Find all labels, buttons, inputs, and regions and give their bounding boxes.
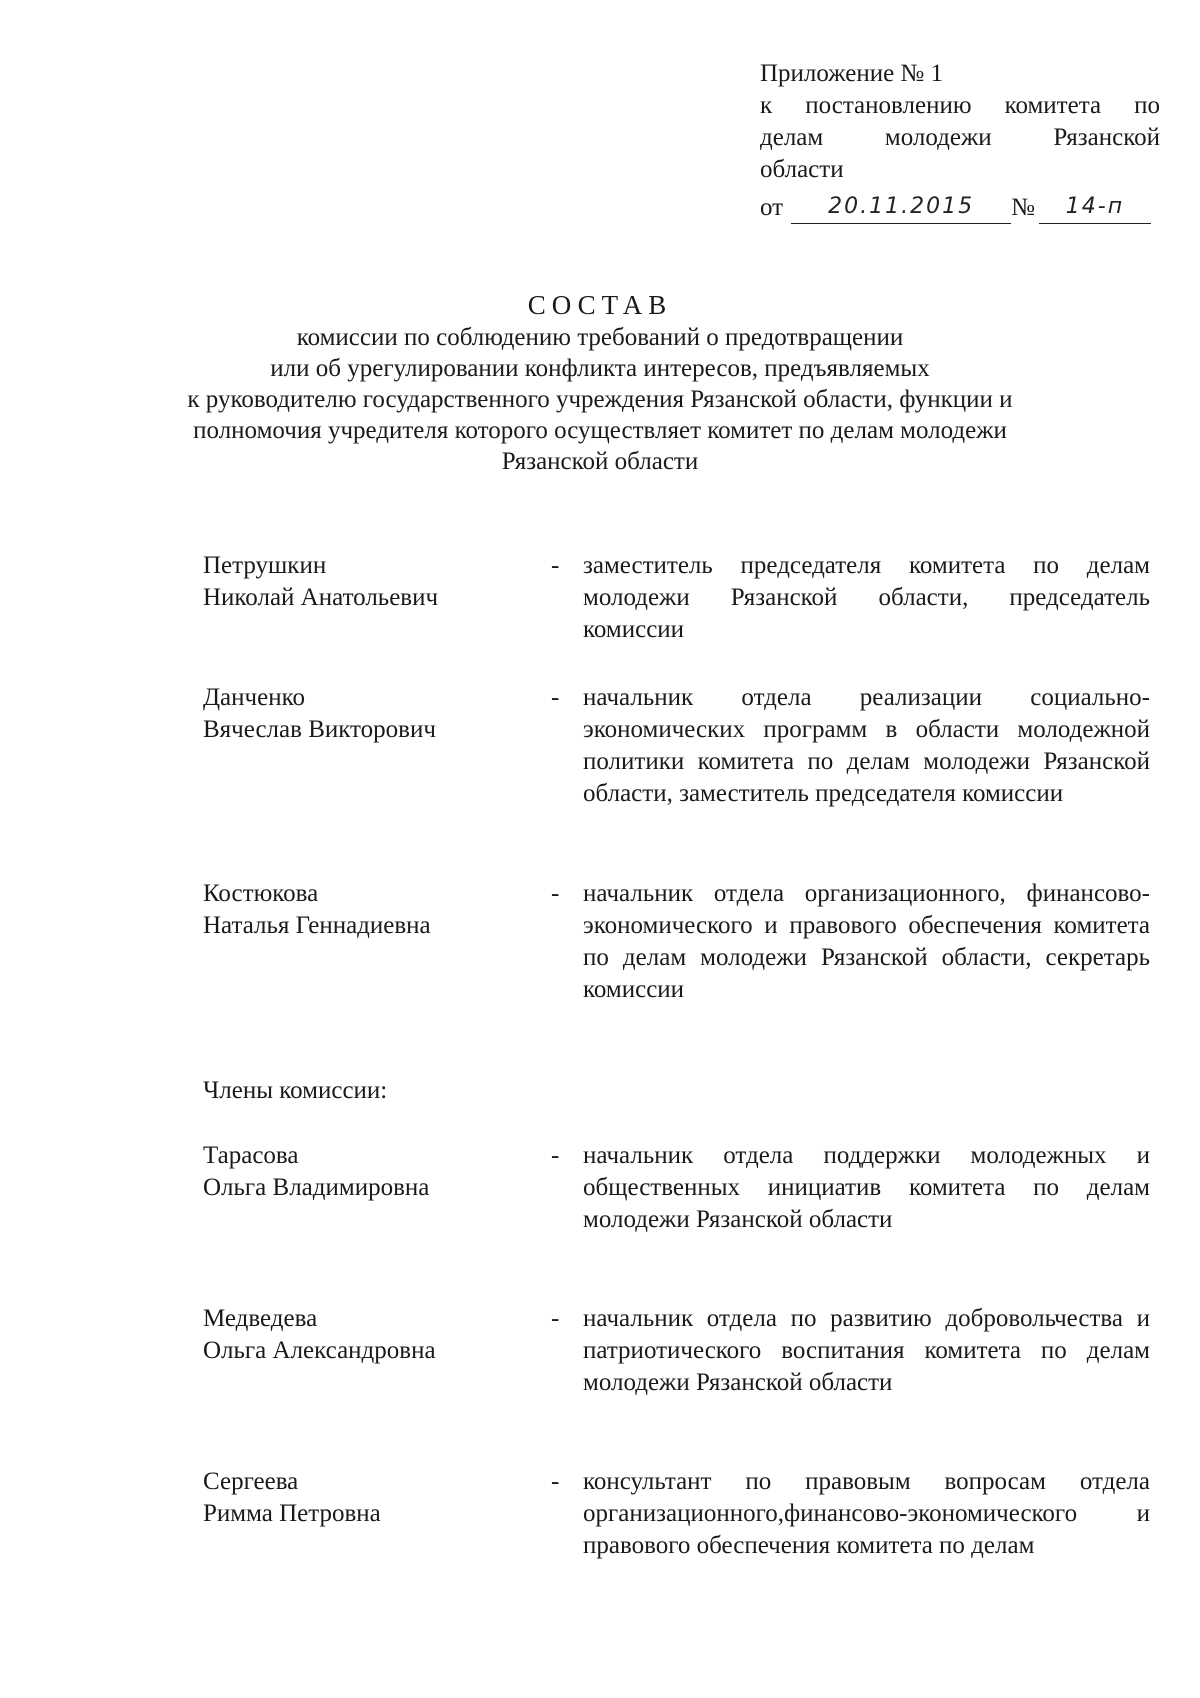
appendix-date-row	[760, 188, 1160, 224]
member-role: заместитель председателя комитета по делам молодежи Рязанской области, председатель комиссии	[583, 552, 1150, 643]
member-given-name: Наталья Геннадиевна	[203, 912, 431, 939]
member-role: начальник отдела организационного, финансово-экономического и правового обеспечения комитета по делам молодежи Рязанской области, секретарь комиссии	[583, 880, 1150, 1003]
member-surname: Тарасова	[203, 1142, 299, 1169]
member-given-name: Римма Петровна	[203, 1500, 381, 1527]
member-dash: -	[551, 684, 560, 711]
member-surname: Медведева	[203, 1305, 318, 1332]
appendix-line-2: к постановлению комитета по	[760, 92, 1160, 119]
heading-line: полномочия учредителя которого осуществляет комитет по делам молодежи	[193, 417, 1007, 444]
heading-line: комиссии по соблюдению требований о предотвращении	[296, 324, 904, 351]
member-dash: -	[551, 552, 560, 579]
member-surname: Костюкова	[203, 880, 319, 907]
date-prefix: от	[760, 194, 784, 221]
member-role: начальник отдела по развитию добровольчества и патриотического воспитания комитета по делам молодежи Рязанской области	[583, 1305, 1150, 1396]
member-dash: -	[551, 1305, 560, 1332]
member-name	[203, 550, 533, 614]
member-dash: -	[551, 1468, 560, 1495]
member-given-name: Ольга Владимировна	[203, 1174, 430, 1201]
number-prefix: №	[1011, 194, 1035, 221]
members-label: Члены комиссии:	[203, 1077, 388, 1104]
member-name	[203, 878, 533, 942]
document-heading	[160, 288, 1040, 477]
member-given-name: Николай Анатольевич	[203, 584, 439, 611]
appendix-title: Приложение № 1	[760, 60, 944, 87]
member-role: начальник отдела поддержки молодежных и общественных инициатив комитета по делам молодежи Рязанской области	[583, 1142, 1150, 1233]
document-title: СОСТАВ	[527, 290, 673, 320]
member-given-name: Ольга Александровна	[203, 1337, 436, 1364]
heading-line: или об урегулировании конфликта интересов, предъявляемых	[270, 355, 930, 382]
member-name	[203, 1303, 533, 1367]
appendix-block	[760, 58, 1160, 224]
member-dash: -	[551, 880, 560, 907]
member-name	[203, 1466, 533, 1530]
member-role: консультант по правовым вопросам отдела организационного,финансово-экономического и правового обеспечения комитета по делам	[583, 1468, 1150, 1559]
member-given-name: Вячеслав Викторович	[203, 716, 436, 743]
member-role: начальник отдела реализации социально-экономических программ в области молодежной политики комитета по делам молодежи Рязанской области, заместитель председателя комиссии	[583, 684, 1150, 807]
appendix-line-3: делам молодежи Рязанской	[760, 124, 1160, 151]
member-surname: Данченко	[203, 684, 305, 711]
heading-line: Рязанской области	[501, 448, 699, 475]
member-surname: Петрушкин	[203, 552, 327, 579]
member-surname: Сергеева	[203, 1468, 299, 1495]
appendix-line-4: области	[760, 156, 844, 183]
handwritten-number: 14-п	[1039, 193, 1151, 224]
member-name	[203, 1140, 533, 1204]
member-name	[203, 682, 533, 746]
handwritten-date: 20.11.2015	[791, 193, 1011, 224]
heading-line: к руководителю государственного учреждения Рязанской области, функции и	[187, 386, 1013, 413]
member-dash: -	[551, 1142, 560, 1169]
